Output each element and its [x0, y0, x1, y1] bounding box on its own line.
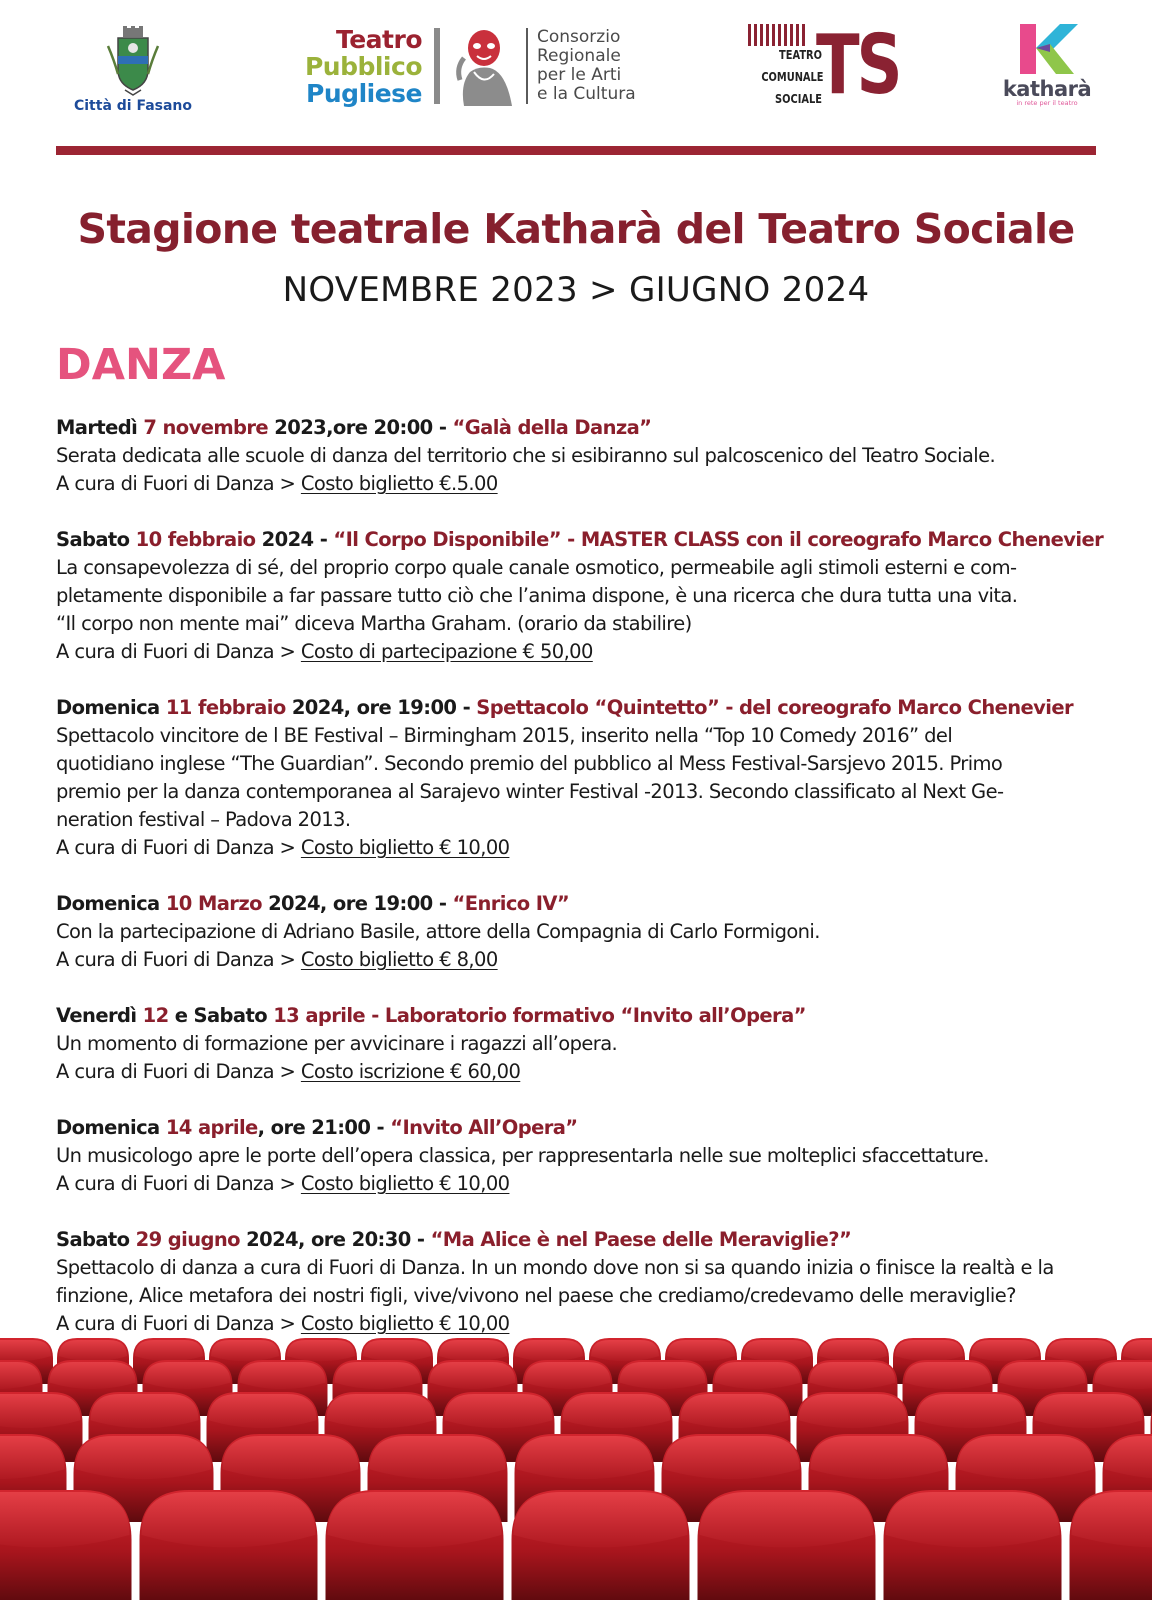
- ts-line-3: SOCIALE: [775, 92, 822, 106]
- event-heading-highlight: 11 febbraio: [165, 696, 286, 719]
- citta-di-fasano-logo: [58, 26, 208, 114]
- event-heading-text: 2024, ore 20:30 -: [239, 1228, 431, 1251]
- event-item: [56, 414, 1096, 498]
- event-heading-text: Domenica: [56, 1116, 166, 1139]
- tpp-word-3: Pugliese: [306, 79, 422, 108]
- event-heading-highlight: “Enrico IV”: [452, 892, 570, 915]
- kathara-tagline: in rete per il teatro: [1016, 99, 1078, 107]
- tpp-word-2: Pubblico: [304, 52, 422, 81]
- teatro-comunale-sociale-logo: [748, 18, 900, 113]
- event-heading: [56, 1226, 1096, 1254]
- tpp-wordmark: [300, 26, 422, 107]
- event-heading: [56, 1114, 1096, 1142]
- event-heading-text: Domenica: [56, 696, 166, 719]
- event-item: [56, 1226, 1096, 1338]
- consorzio-line-2: Regionale: [537, 46, 621, 66]
- ts-line-1: TEATRO: [779, 48, 822, 62]
- event-heading-highlight: 14 aprile: [165, 1116, 258, 1139]
- event-heading-text: Sabato: [56, 1228, 136, 1251]
- event-heading-highlight: “Ma Alice è nel Paese delle Meraviglie?”: [430, 1228, 852, 1251]
- event-description-line: Serata dedicata alle scuole di danza del territorio che si esibiranno sul palcoscenico del Teatro Sociale.: [56, 444, 996, 467]
- tpp-consorzio-text: [537, 28, 636, 104]
- event-price-line: [56, 638, 1096, 666]
- event-heading-text: 2024 -: [255, 528, 334, 551]
- event-heading: [56, 890, 1096, 918]
- event-item: [56, 890, 1096, 974]
- event-price: Costo biglietto € 8,00: [300, 948, 498, 971]
- event-heading-highlight: “Galà della Danza”: [452, 416, 652, 439]
- fasano-name: Città di Fasano: [73, 98, 193, 114]
- seat: [698, 1490, 876, 1600]
- event-price: Costo biglietto € 10,00: [300, 836, 510, 859]
- event-heading-highlight: 7 novembre: [143, 416, 269, 439]
- event-price-line: [56, 834, 1096, 862]
- event-heading: [56, 526, 1104, 554]
- event-organizer: A cura di Fuori di Danza >: [56, 836, 301, 859]
- event-heading-highlight: “Il Corpo Disponibile” - MASTER CLASS con il coreografo Marco Chenevier: [333, 528, 1104, 551]
- event-description-line: finzione, Alice metafora dei nostri figli, vive/vivono nel paese che crediamo/credevamo delle meraviglie?: [56, 1284, 1016, 1307]
- event-item: [56, 1002, 1096, 1086]
- event-description-line: neration festival – Padova 2013.: [56, 808, 351, 831]
- ts-line-2: COMUNALE: [761, 70, 824, 84]
- event-item: [56, 526, 1104, 666]
- event-price: Costo biglietto € 10,00: [300, 1312, 510, 1335]
- event-heading-highlight: 29 giugno: [135, 1228, 240, 1251]
- event-organizer: A cura di Fuori di Danza >: [56, 640, 301, 663]
- event-heading: [56, 694, 1096, 722]
- consorzio-line-4: e la Cultura: [537, 84, 636, 104]
- event-heading: [56, 414, 1096, 442]
- event-heading-text: Sabato: [56, 528, 136, 551]
- event-heading: [56, 1002, 1096, 1030]
- theatre-mask-figure-icon: [450, 28, 518, 106]
- event-item: [56, 694, 1096, 862]
- kathara-logo: [992, 22, 1102, 112]
- event-heading-text: e Sabato: [168, 1004, 274, 1027]
- event-organizer: A cura di Fuori di Danza >: [56, 472, 301, 495]
- seat: [884, 1490, 1062, 1600]
- event-description-line: Spettacolo vincitore de l BE Festival – Birmingham 2015, inserito nella “Top 10 Comedy 2016” del: [56, 724, 953, 747]
- event-heading-text: Martedì: [56, 416, 144, 439]
- seat: [0, 1490, 132, 1600]
- event-organizer: A cura di Fuori di Danza >: [56, 1060, 301, 1083]
- event-heading-text: Domenica: [56, 892, 166, 915]
- seat: [140, 1490, 318, 1600]
- logo-bar: [0, 0, 1152, 140]
- event-description-line: Con la partecipazione di Adriano Basile, attore della Compagnia di Carlo Formigoni.: [56, 920, 820, 943]
- event-heading-highlight: 10 Marzo: [165, 892, 262, 915]
- event-heading-text: 2023,ore 20:00 -: [268, 416, 453, 439]
- seat: [1070, 1490, 1152, 1600]
- event-heading-highlight: 10 febbraio: [135, 528, 256, 551]
- event-list: [56, 414, 1104, 1366]
- event-description-line: premio per la danza contemporanea al Sarajevo winter Festival -2013. Secondo classificato al Next Ge-: [56, 780, 1004, 803]
- event-description-line: “Il corpo non mente mai” diceva Martha Graham. (orario da stabilire): [56, 612, 692, 635]
- header-divider: [56, 146, 1096, 155]
- consorzio-line-1: Consorzio: [537, 27, 621, 47]
- event-price: Costo biglietto €.5.00: [300, 472, 498, 495]
- seat: [512, 1490, 690, 1600]
- event-price: Costo biglietto € 10,00: [300, 1172, 510, 1195]
- tpp-divider: [434, 28, 440, 104]
- teatro-pubblico-pugliese-logo: [300, 24, 660, 114]
- season-dates: NOVEMBRE 2023 > GIUGNO 2024: [282, 270, 870, 310]
- kathara-k-icon: [1014, 22, 1080, 76]
- event-price-line: [56, 470, 1096, 498]
- tpp-word-1: Teatro: [335, 25, 422, 54]
- theatre-seats-illustration: [0, 1330, 1152, 1600]
- event-heading-highlight: 12: [142, 1004, 169, 1027]
- event-organizer: A cura di Fuori di Danza >: [56, 948, 301, 971]
- event-description-line: La consapevolezza di sé, del proprio corpo quale canale osmotico, permeabile agli stimoli esterni e com-: [56, 556, 1017, 579]
- event-organizer: A cura di Fuori di Danza >: [56, 1172, 301, 1195]
- event-description-line: quotidiano inglese “The Guardian”. Secondo premio del pubblico al Mess Festival-Sarsjevo 2015. Primo: [56, 752, 1003, 775]
- event-price: Costo iscrizione € 60,00: [300, 1060, 521, 1083]
- event-heading-highlight: Spettacolo “Quintetto” - del coreografo Marco Chenevier: [476, 696, 1073, 719]
- seat: [326, 1490, 504, 1600]
- page-title: Stagione teatrale Katharà del Teatro Sociale: [77, 205, 1075, 253]
- event-heading-text: , ore 21:00 -: [257, 1116, 391, 1139]
- event-price-line: [56, 946, 1096, 974]
- ts-caption: [761, 44, 822, 110]
- event-item: [56, 1114, 1096, 1198]
- event-heading-text: 2024, ore 19:00 -: [285, 696, 477, 719]
- fasano-crest-icon: [102, 26, 164, 96]
- event-description-line: Un momento di formazione per avvicinare i ragazzi all’opera.: [56, 1032, 618, 1055]
- tpp-divider-thin: [526, 28, 528, 104]
- ts-stripes-icon: [748, 24, 810, 46]
- event-heading-highlight: 13 aprile - Laboratorio formativo “Invito all’Opera”: [273, 1004, 806, 1027]
- kathara-name: katharà: [1002, 77, 1092, 101]
- ts-monogram: TS: [816, 18, 900, 113]
- event-price-line: [56, 1170, 1096, 1198]
- event-price: Costo di partecipazione € 50,00: [300, 640, 593, 663]
- event-description-line: Un musicologo apre le porte dell’opera classica, per rappresentarla nelle sue molteplici sfaccettature.: [56, 1144, 989, 1167]
- event-organizer: A cura di Fuori di Danza >: [56, 1312, 301, 1335]
- section-title: DANZA: [56, 340, 226, 390]
- consorzio-line-3: per le Arti: [537, 65, 622, 85]
- event-description-line: Spettacolo di danza a cura di Fuori di Danza. In un mondo dove non si sa quando inizia o finisce la realtà e la: [56, 1256, 1054, 1279]
- event-description-line: pletamente disponibile a far passare tutto ciò che l’anima dispone, è una ricerca che dura tutta una vita.: [56, 584, 1018, 607]
- event-price-line: [56, 1058, 1096, 1086]
- event-heading-text: 2024, ore 19:00 -: [261, 892, 453, 915]
- event-heading-highlight: “Invito All’Opera”: [390, 1116, 578, 1139]
- event-heading-text: Venerdì: [56, 1004, 143, 1027]
